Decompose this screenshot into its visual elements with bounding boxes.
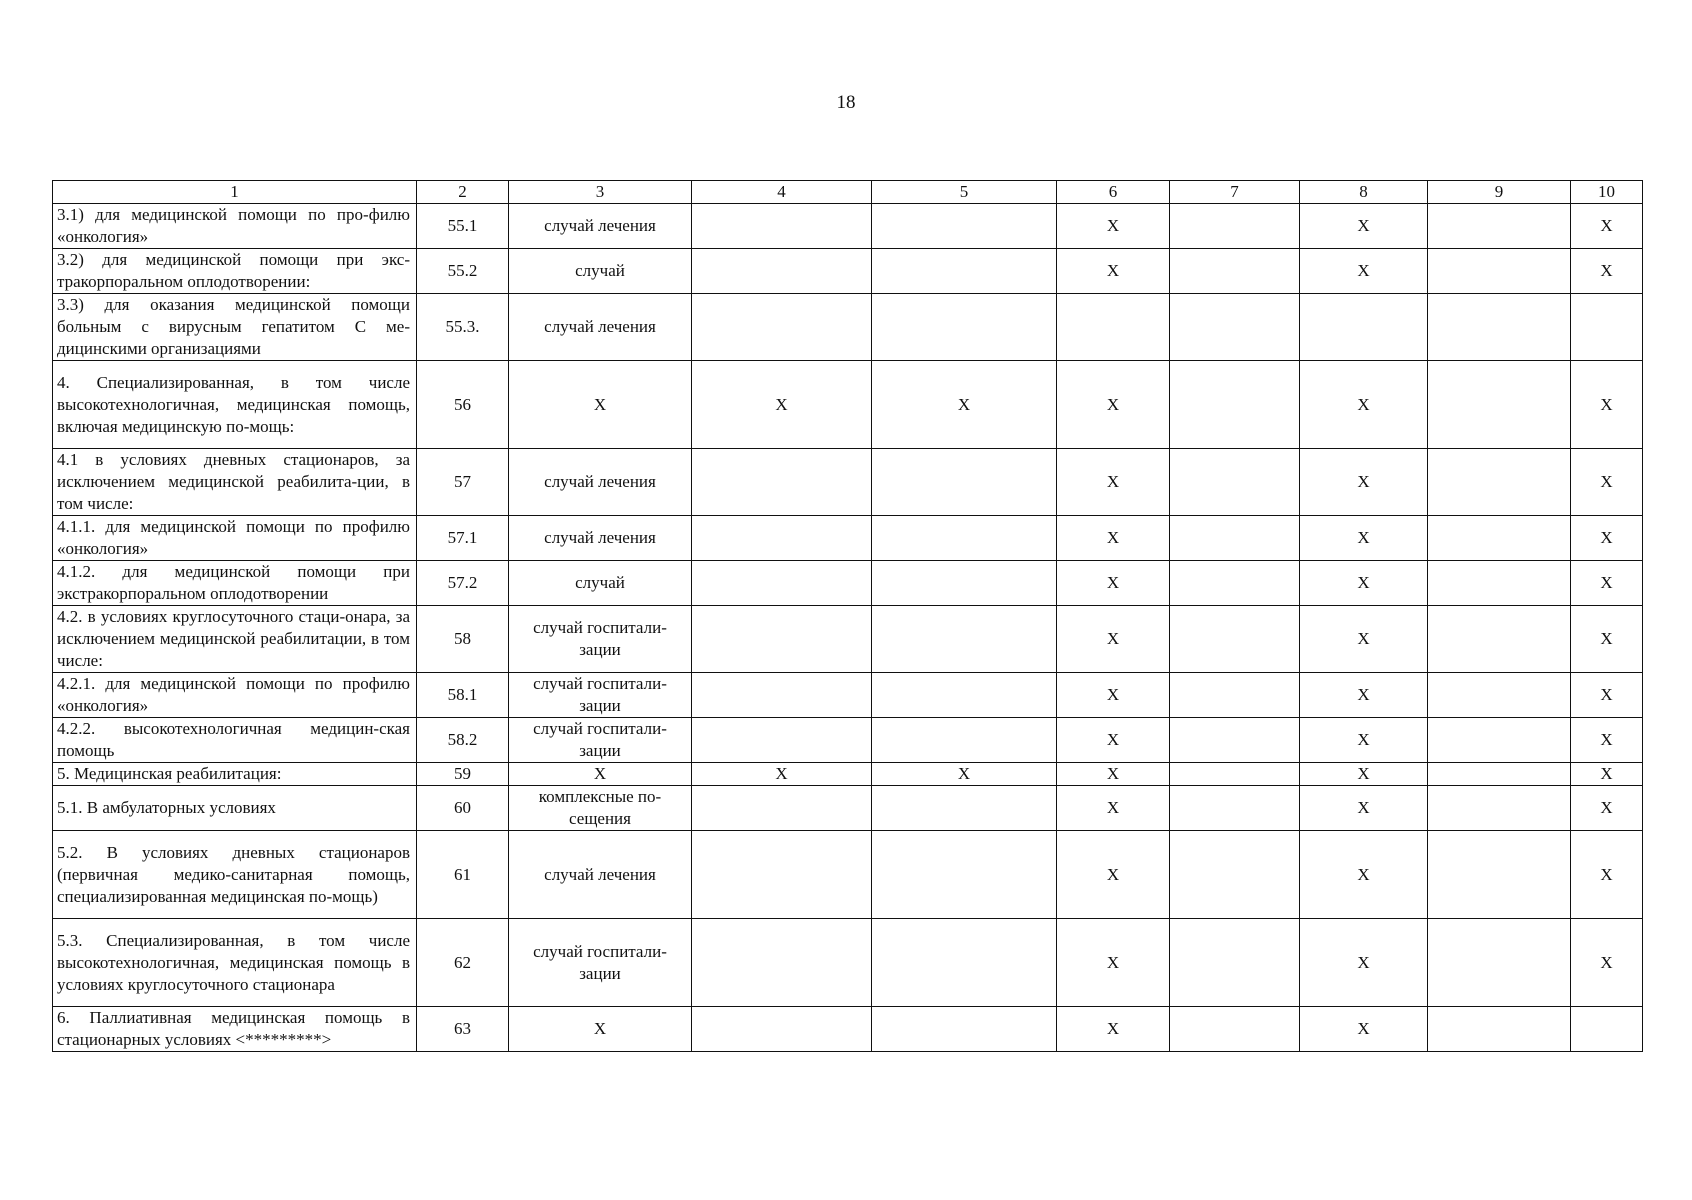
table-cell-col-3: комплексные по-сещения <box>509 786 692 831</box>
table-cell-col-6: X <box>1057 449 1170 516</box>
table-cell-col-4 <box>692 786 872 831</box>
table-cell-col-2: 57 <box>417 449 509 516</box>
table-cell-col-3: случай госпитали-зации <box>509 919 692 1007</box>
table-cell-col-4 <box>692 673 872 718</box>
table-cell-col-2: 58.1 <box>417 673 509 718</box>
table-cell-col-2: 59 <box>417 763 509 786</box>
table-cell-col-5 <box>872 249 1057 294</box>
table-cell-col-2: 55.2 <box>417 249 509 294</box>
table-cell-col-9 <box>1428 919 1571 1007</box>
table-cell-col-5 <box>872 606 1057 673</box>
table-cell-col-7 <box>1170 449 1300 516</box>
table-cell-col-7 <box>1170 831 1300 919</box>
table-cell-col-5 <box>872 561 1057 606</box>
table-cell-col-8: X <box>1300 673 1428 718</box>
table-cell-col-9 <box>1428 294 1571 361</box>
table-cell-col-9 <box>1428 561 1571 606</box>
row-description-cell: 5.3. Специализированная, в том числе высокотехнологичная, медицинская помощь в условиях круглосуточного стационара <box>53 919 417 1007</box>
table-cell-col-7 <box>1170 919 1300 1007</box>
table-cell-col-6 <box>1057 294 1170 361</box>
header-cell-col-1: 1 <box>53 181 417 204</box>
table-cell-col-7 <box>1170 673 1300 718</box>
table-cell-col-9 <box>1428 763 1571 786</box>
table-row <box>53 718 1643 763</box>
table-row <box>53 673 1643 718</box>
table-cell-col-7 <box>1170 763 1300 786</box>
table-cell-col-3: случай лечения <box>509 204 692 249</box>
table-cell-col-4 <box>692 204 872 249</box>
table-cell-col-5 <box>872 449 1057 516</box>
table-cell-col-3: случай лечения <box>509 516 692 561</box>
table-cell-col-8: X <box>1300 249 1428 294</box>
table-row <box>53 361 1643 449</box>
table-cell-col-3: X <box>509 1007 692 1052</box>
table-cell-col-9 <box>1428 249 1571 294</box>
table-cell-col-10: X <box>1571 763 1643 786</box>
table-row <box>53 763 1643 786</box>
header-cell-col-5: 5 <box>872 181 1057 204</box>
table-cell-col-6: X <box>1057 561 1170 606</box>
header-cell-col-6: 6 <box>1057 181 1170 204</box>
header-cell-col-4: 4 <box>692 181 872 204</box>
header-cell-col-2: 2 <box>417 181 509 204</box>
header-cell-col-7: 7 <box>1170 181 1300 204</box>
table-cell-col-9 <box>1428 361 1571 449</box>
row-description-cell: 4.2.2. высокотехнологичная медицин-ская помощь <box>53 718 417 763</box>
table-cell-col-6: X <box>1057 1007 1170 1052</box>
row-description-cell: 4.1 в условиях дневных стационаров, за исключением медицинской реабилита-ции, в том числе: <box>53 449 417 516</box>
table-cell-col-2: 63 <box>417 1007 509 1052</box>
table-cell-col-4 <box>692 1007 872 1052</box>
table-cell-col-7 <box>1170 249 1300 294</box>
table-header-row <box>53 181 1643 204</box>
header-cell-col-8: 8 <box>1300 181 1428 204</box>
table-cell-col-7 <box>1170 1007 1300 1052</box>
row-description-cell: 4.2. в условиях круглосуточного стаци-онара, за исключением медицинской реабилитации, в том числе: <box>53 606 417 673</box>
table-cell-col-5 <box>872 1007 1057 1052</box>
table-cell-col-10: X <box>1571 718 1643 763</box>
table-cell-col-6: X <box>1057 831 1170 919</box>
table-cell-col-2: 61 <box>417 831 509 919</box>
table-cell-col-9 <box>1428 204 1571 249</box>
table-cell-col-5 <box>872 294 1057 361</box>
table-cell-col-6: X <box>1057 204 1170 249</box>
table-cell-col-8: X <box>1300 718 1428 763</box>
table-cell-col-3: X <box>509 763 692 786</box>
table-row <box>53 786 1643 831</box>
table-cell-col-7 <box>1170 786 1300 831</box>
table-cell-col-6: X <box>1057 606 1170 673</box>
table-cell-col-2: 58 <box>417 606 509 673</box>
table-row <box>53 831 1643 919</box>
table-cell-col-4 <box>692 561 872 606</box>
table-cell-col-10: X <box>1571 516 1643 561</box>
table-cell-col-8: X <box>1300 449 1428 516</box>
table-cell-col-2: 57.1 <box>417 516 509 561</box>
page-number: 18 <box>836 92 856 113</box>
table-cell-col-5: X <box>872 361 1057 449</box>
table-cell-col-10: X <box>1571 673 1643 718</box>
row-description-cell: 4.1.2. для медицинской помощи при экстракорпоральном оплодотворении <box>53 561 417 606</box>
table-cell-col-5 <box>872 516 1057 561</box>
table-cell-col-3: случай лечения <box>509 831 692 919</box>
row-description-cell: 6. Паллиативная медицинская помощь в стационарных условиях <*********> <box>53 1007 417 1052</box>
table-cell-col-4 <box>692 831 872 919</box>
row-description-cell: 5. Медицинская реабилитация: <box>53 763 417 786</box>
table-cell-col-3: случай госпитали-зации <box>509 606 692 673</box>
table-cell-col-8: X <box>1300 919 1428 1007</box>
table-cell-col-2: 62 <box>417 919 509 1007</box>
table-cell-col-4: X <box>692 763 872 786</box>
table-cell-col-3: случай <box>509 561 692 606</box>
table-cell-col-6: X <box>1057 786 1170 831</box>
table-cell-col-7 <box>1170 718 1300 763</box>
table-cell-col-3: X <box>509 361 692 449</box>
table-row <box>53 449 1643 516</box>
table-cell-col-5: X <box>872 763 1057 786</box>
table-cell-col-3: случай лечения <box>509 449 692 516</box>
table-cell-col-8: X <box>1300 361 1428 449</box>
table-row <box>53 249 1643 294</box>
table-cell-col-7 <box>1170 561 1300 606</box>
table-cell-col-8: X <box>1300 831 1428 919</box>
table-cell-col-5 <box>872 786 1057 831</box>
table-cell-col-9 <box>1428 673 1571 718</box>
table-row <box>53 561 1643 606</box>
table-cell-col-9 <box>1428 786 1571 831</box>
table-cell-col-10: X <box>1571 606 1643 673</box>
table-cell-col-7 <box>1170 516 1300 561</box>
row-description-cell: 4.2.1. для медицинской помощи по профилю «онкология» <box>53 673 417 718</box>
table-cell-col-2: 55.3. <box>417 294 509 361</box>
table-cell-col-8: X <box>1300 763 1428 786</box>
table-cell-col-4 <box>692 294 872 361</box>
table-cell-col-5 <box>872 204 1057 249</box>
table-cell-col-5 <box>872 919 1057 1007</box>
table-cell-col-5 <box>872 673 1057 718</box>
table-cell-col-6: X <box>1057 718 1170 763</box>
table-cell-col-9 <box>1428 718 1571 763</box>
table-cell-col-10: X <box>1571 561 1643 606</box>
table-cell-col-4 <box>692 606 872 673</box>
row-description-cell: 3.3) для оказания медицинской помощи больным с вирусным гепатитом С ме-дицинскими организациями <box>53 294 417 361</box>
table-cell-col-10: X <box>1571 449 1643 516</box>
table-cell-col-2: 58.2 <box>417 718 509 763</box>
table-cell-col-8: X <box>1300 606 1428 673</box>
header-cell-col-9: 9 <box>1428 181 1571 204</box>
table-cell-col-7 <box>1170 204 1300 249</box>
table-cell-col-7 <box>1170 606 1300 673</box>
table-cell-col-10: X <box>1571 786 1643 831</box>
table-cell-col-2: 60 <box>417 786 509 831</box>
table-cell-col-8: X <box>1300 204 1428 249</box>
data-table <box>52 180 1643 1052</box>
table-cell-col-8 <box>1300 294 1428 361</box>
table-cell-col-4 <box>692 516 872 561</box>
table-cell-col-5 <box>872 718 1057 763</box>
table-cell-col-4 <box>692 249 872 294</box>
table-cell-col-4 <box>692 919 872 1007</box>
table-cell-col-3: случай госпитали-зации <box>509 673 692 718</box>
row-description-cell: 4. Специализированная, в том числе высокотехнологичная, медицинская помощь, включая медицинскую по-мощь: <box>53 361 417 449</box>
table-row <box>53 204 1643 249</box>
table-cell-col-9 <box>1428 1007 1571 1052</box>
table-cell-col-7 <box>1170 294 1300 361</box>
table-cell-col-2: 57.2 <box>417 561 509 606</box>
table-cell-col-9 <box>1428 831 1571 919</box>
table-cell-col-10: X <box>1571 831 1643 919</box>
row-description-cell: 5.1. В амбулаторных условиях <box>53 786 417 831</box>
table-row <box>53 919 1643 1007</box>
table-cell-col-5 <box>872 831 1057 919</box>
table-cell-col-9 <box>1428 516 1571 561</box>
table-cell-col-6: X <box>1057 516 1170 561</box>
table-cell-col-3: случай лечения <box>509 294 692 361</box>
table-cell-col-8: X <box>1300 516 1428 561</box>
table-cell-col-4 <box>692 718 872 763</box>
table-body <box>53 181 1643 1052</box>
row-description-cell: 3.2) для медицинской помощи при экс-тракорпоральном оплодотворении: <box>53 249 417 294</box>
table-row <box>53 1007 1643 1052</box>
table-cell-col-10: X <box>1571 249 1643 294</box>
table-cell-col-9 <box>1428 606 1571 673</box>
table-cell-col-8: X <box>1300 786 1428 831</box>
table-row <box>53 516 1643 561</box>
table-cell-col-3: случай <box>509 249 692 294</box>
table-cell-col-8: X <box>1300 1007 1428 1052</box>
header-cell-col-3: 3 <box>509 181 692 204</box>
table-cell-col-10: X <box>1571 361 1643 449</box>
table-cell-col-6: X <box>1057 763 1170 786</box>
row-description-cell: 4.1.1. для медицинской помощи по профилю «онкология» <box>53 516 417 561</box>
table-cell-col-7 <box>1170 361 1300 449</box>
table-cell-col-9 <box>1428 449 1571 516</box>
table-cell-col-3: случай госпитали-зации <box>509 718 692 763</box>
table-cell-col-10: X <box>1571 919 1643 1007</box>
table-cell-col-2: 56 <box>417 361 509 449</box>
table-cell-col-4: X <box>692 361 872 449</box>
table-cell-col-6: X <box>1057 249 1170 294</box>
table-row <box>53 606 1643 673</box>
table-cell-col-10: X <box>1571 204 1643 249</box>
row-description-cell: 5.2. В условиях дневных стационаров (первичная медико-санитарная помощь, специализированная медицинская по-мощь) <box>53 831 417 919</box>
table-cell-col-6: X <box>1057 673 1170 718</box>
table-cell-col-6: X <box>1057 361 1170 449</box>
table-cell-col-4 <box>692 449 872 516</box>
row-description-cell: 3.1) для медицинской помощи по про-филю «онкология» <box>53 204 417 249</box>
table-cell-col-2: 55.1 <box>417 204 509 249</box>
table-cell-col-10 <box>1571 1007 1643 1052</box>
table-cell-col-10 <box>1571 294 1643 361</box>
table-row <box>53 294 1643 361</box>
table-cell-col-6: X <box>1057 919 1170 1007</box>
header-cell-col-10: 10 <box>1571 181 1643 204</box>
table-cell-col-8: X <box>1300 561 1428 606</box>
